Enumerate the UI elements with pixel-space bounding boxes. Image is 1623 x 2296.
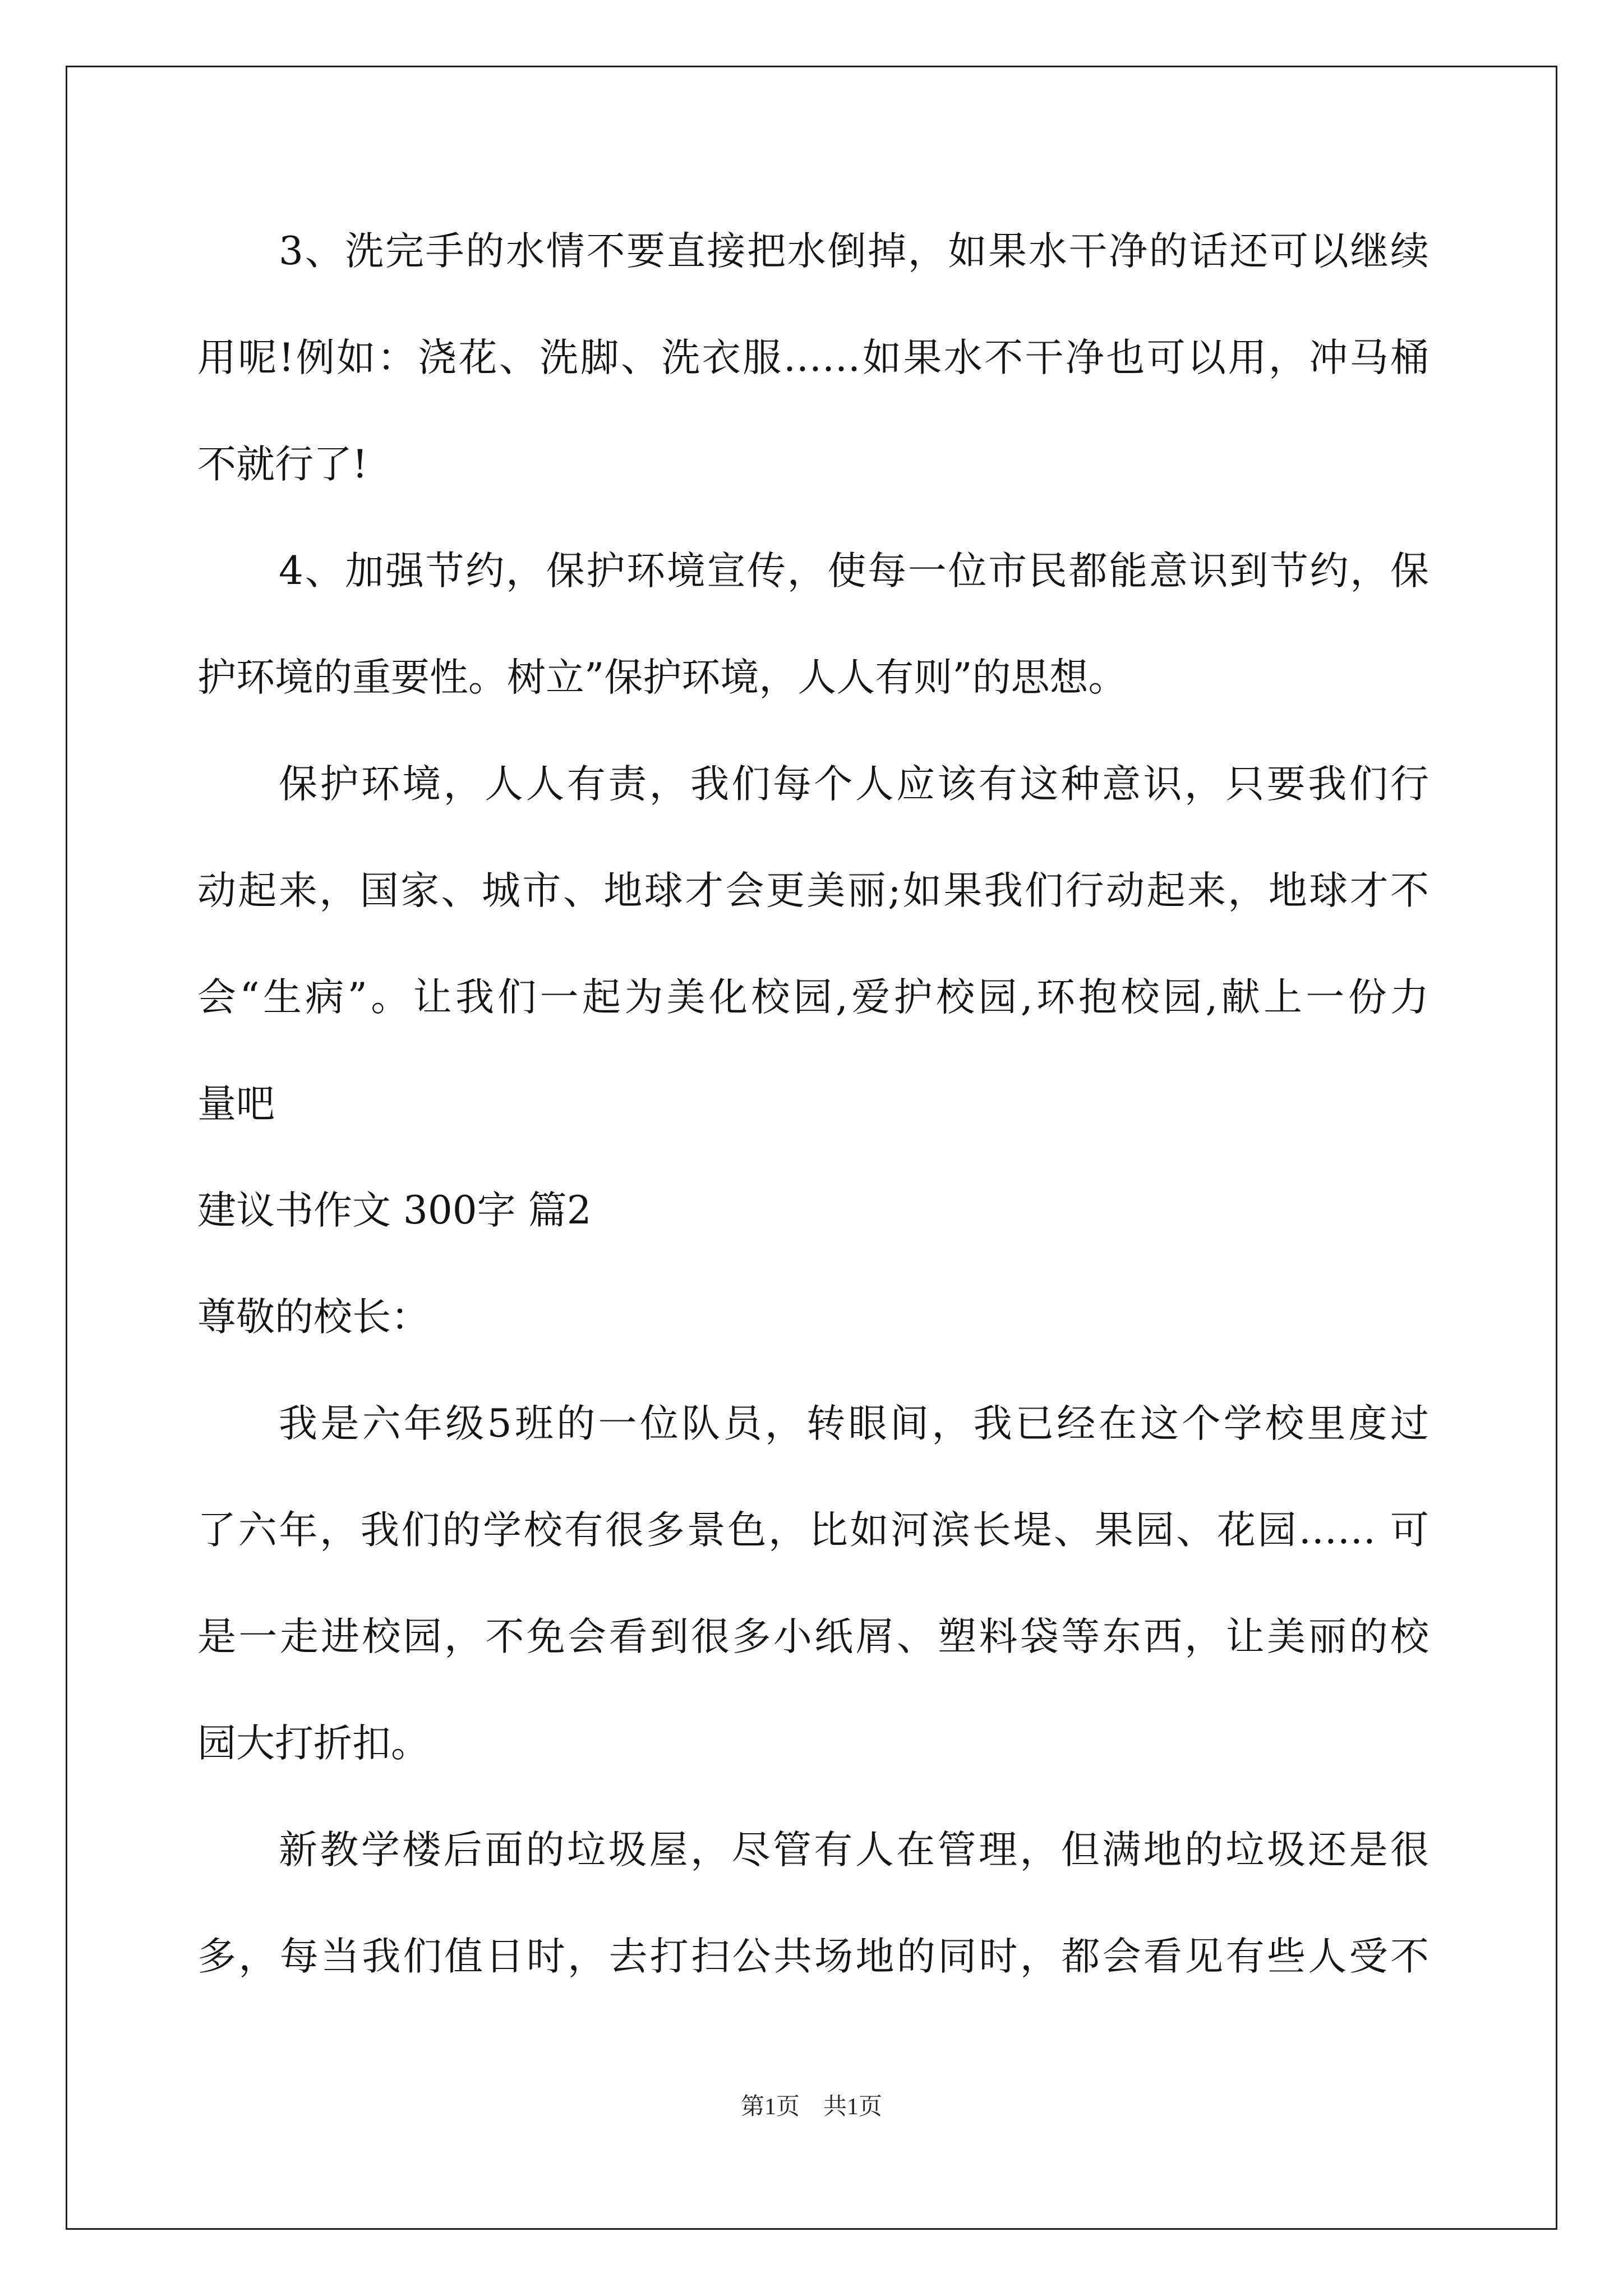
paragraph-line: 动起来，国家、城市、地球才会更美丽;如果我们行动起来，地球才不 bbox=[197, 868, 1429, 913]
paragraph-line: 园大打折扣。 bbox=[197, 1721, 430, 1766]
paragraph-line: 不就行了! bbox=[197, 442, 368, 487]
paragraph-line: 多，每当我们值日时，去打扫公共场地的同时，都会看见有些人受不 bbox=[197, 1934, 1429, 1979]
paragraph-line: 护环境的重要性。树立”保护环境，人人有则”的思想。 bbox=[197, 655, 1127, 700]
paragraph-line: 新教学楼后面的垃圾屋，尽管有人在管理，但满地的垃圾还是很 bbox=[279, 1828, 1429, 1872]
paragraph-line: 3、洗完手的水情不要直接把水倒掉，如果水干净的话还可以继续 bbox=[279, 229, 1429, 274]
paragraph-line: 4、加强节约，保护环境宣传，使每一位市民都能意识到节约，保 bbox=[279, 549, 1429, 593]
paragraph-line: 了六年，我们的学校有很多景色，比如河滨长堤、果园、花园…… 可 bbox=[197, 1508, 1429, 1553]
paragraph-line: 保护环境，人人有责，我们每个人应该有这种意识，只要我们行 bbox=[279, 762, 1429, 807]
page-border bbox=[66, 66, 1557, 2230]
paragraph-line: 用呢!例如：浇花、洗脚、洗衣服……如果水不干净也可以用，冲马桶 bbox=[197, 335, 1429, 380]
paragraph-line: 量吧 bbox=[197, 1082, 275, 1126]
salutation: 尊敬的校长： bbox=[197, 1295, 430, 1340]
essay-heading: 建议书作文 300字 篇2 bbox=[197, 1188, 592, 1233]
paragraph-line: 会“生病”。让我们一起为美化校园,爱护校园,环抱校园,献上一份力 bbox=[197, 975, 1429, 1020]
page-footer: 第1页 共1页 bbox=[740, 2094, 882, 2120]
paragraph-line: 我是六年级5班的一位队员，转眼间，我已经在这个学校里度过 bbox=[279, 1401, 1429, 1446]
paragraph-line: 是一走进校园，不免会看到很多小纸屑、塑料袋等东西，让美丽的校 bbox=[197, 1614, 1429, 1659]
